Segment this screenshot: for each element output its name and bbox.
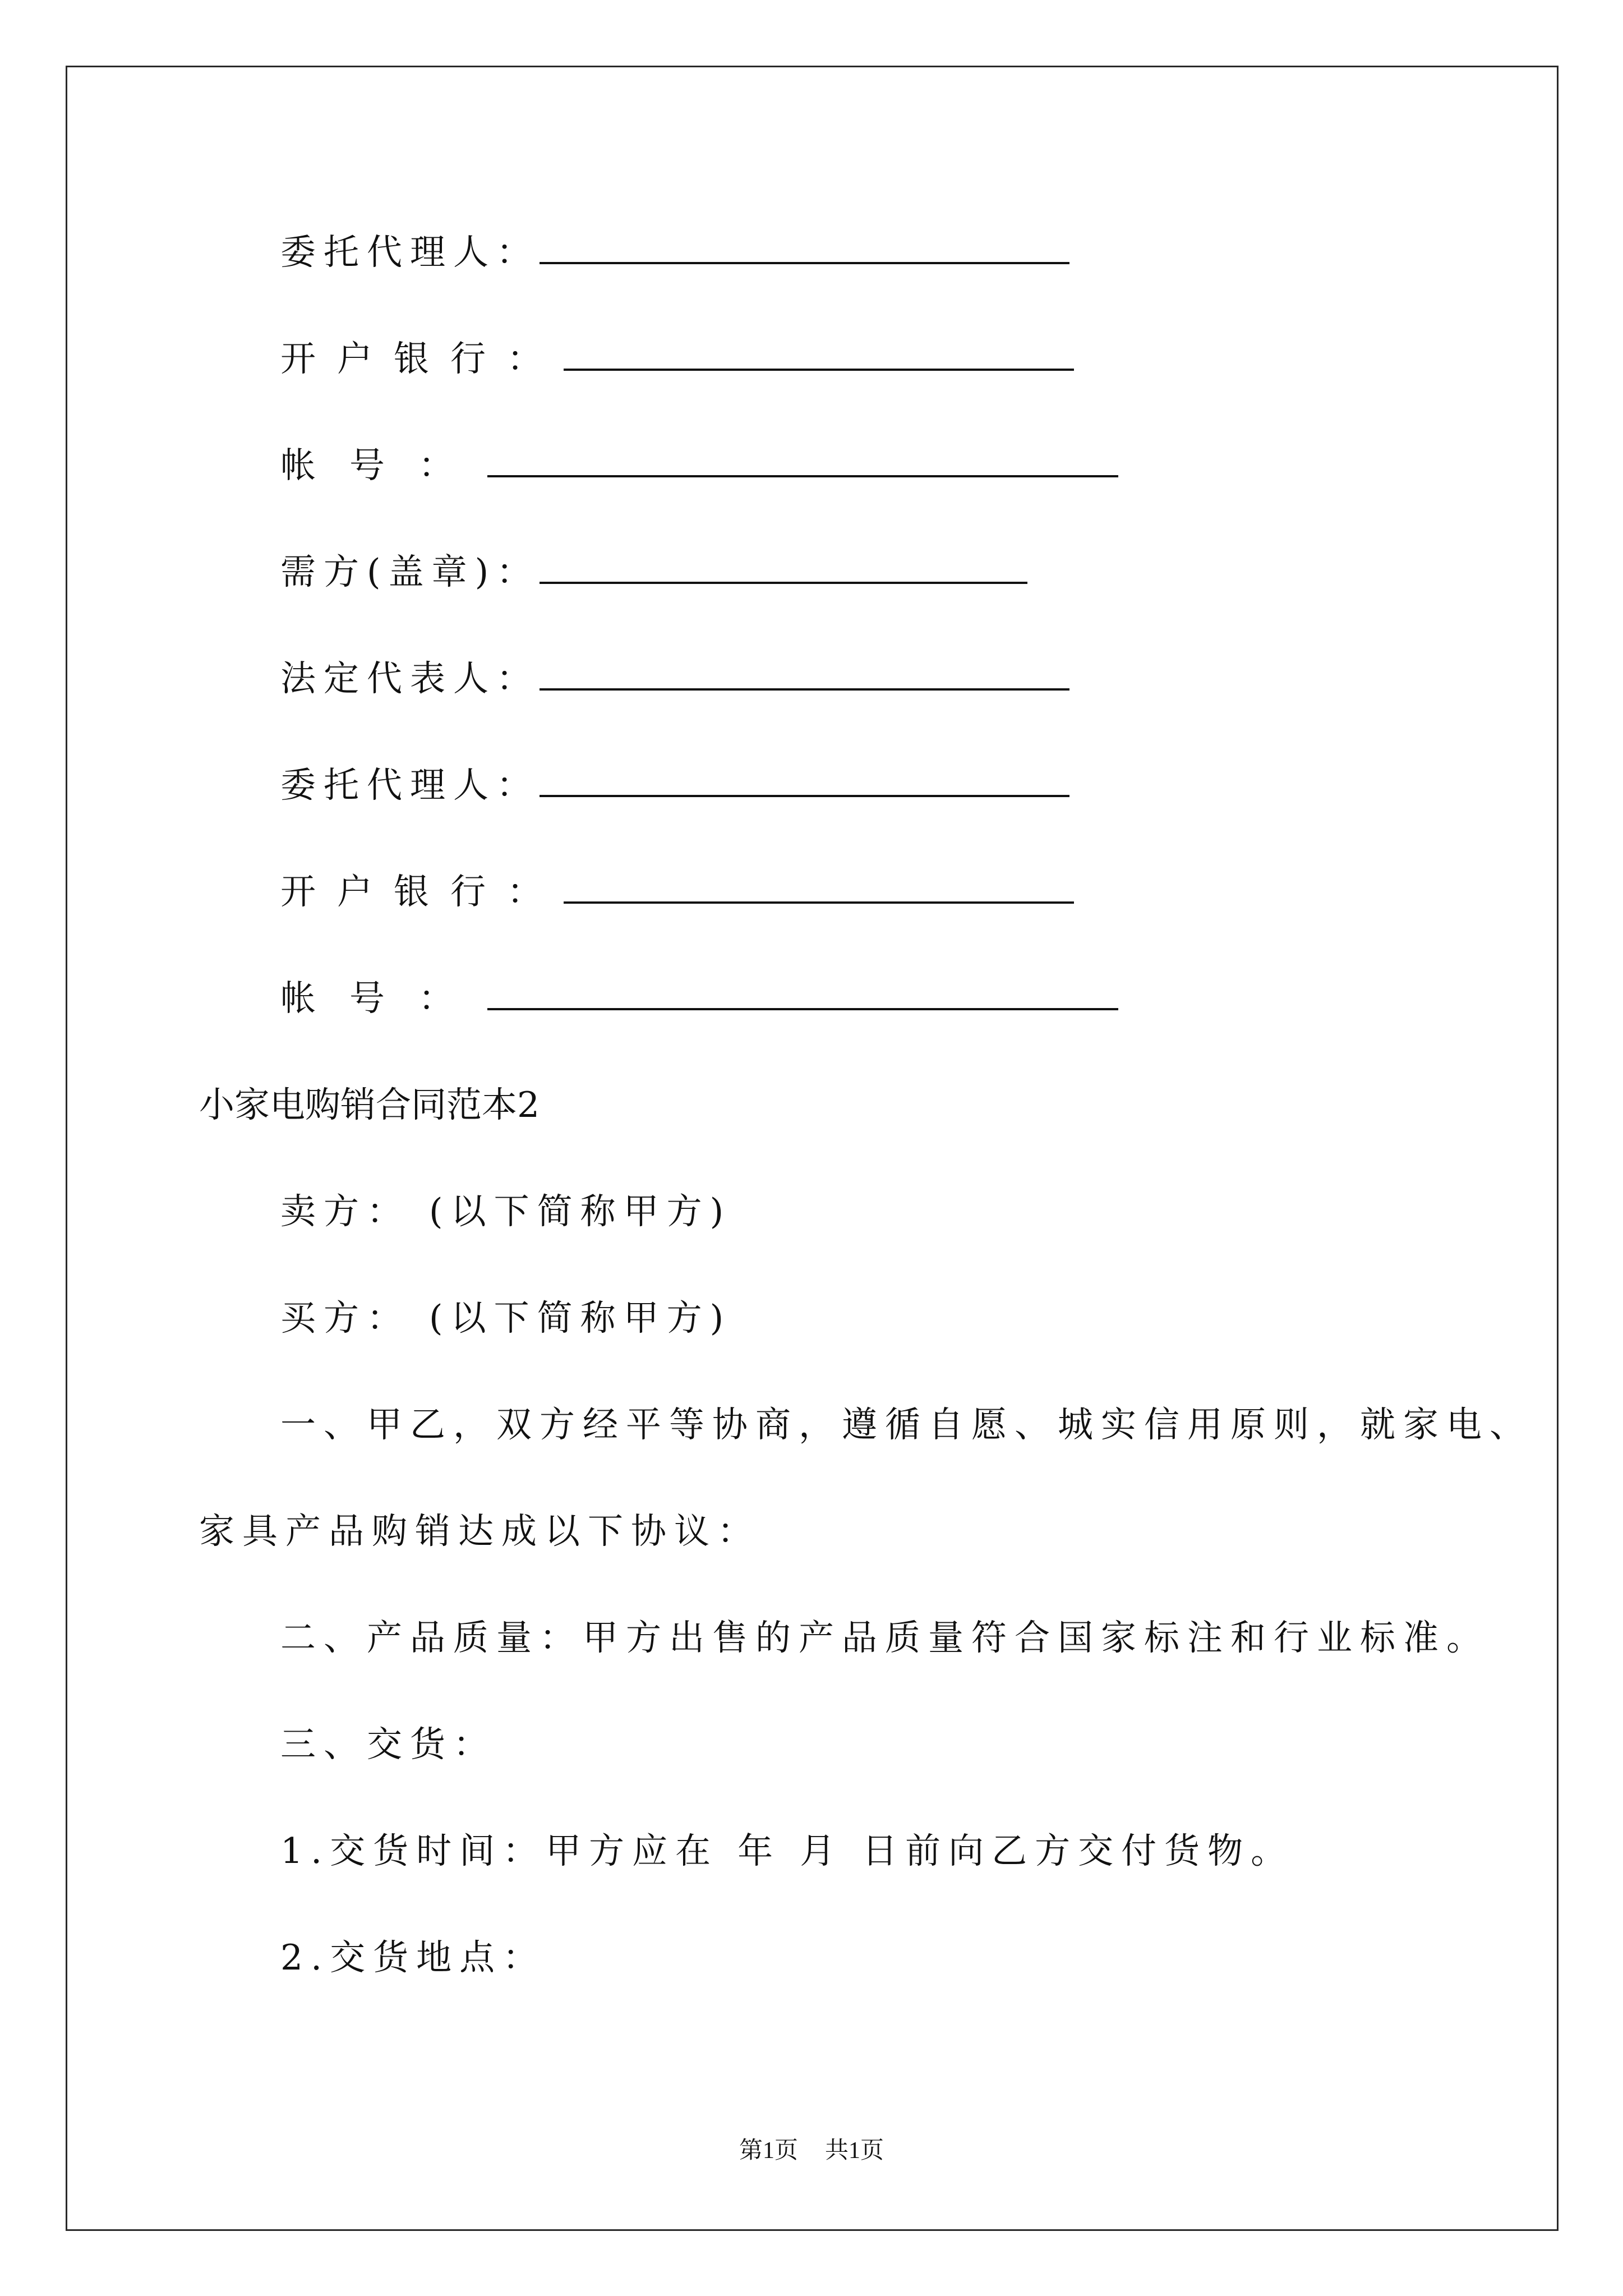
bank-label: 开户银行： — [280, 338, 564, 379]
account-blank[interactable] — [487, 444, 1118, 477]
buyer-line: 买方： (以下简称甲方) — [280, 1297, 732, 1338]
bank-blank[interactable] — [564, 337, 1074, 371]
agent-field — [280, 230, 1069, 275]
item-2: 2.交货地点： — [280, 1937, 546, 1978]
legal-rep-label: 法定代表人： — [280, 658, 540, 699]
page-border — [66, 66, 1559, 2231]
section-heading: 小家电购销合同范本2 — [199, 1084, 540, 1125]
clause-2: 二、产品质量：甲方出售的产品质量符合国家标注和行业标准。 — [280, 1617, 1490, 1658]
page-total: 共1页 — [825, 2138, 884, 2164]
buyer-seal-field — [280, 550, 1027, 595]
agent-field-2 — [280, 763, 1069, 808]
agent-label-2: 委托代理人： — [280, 765, 540, 806]
account-field-2 — [280, 976, 1118, 1021]
clause-1-line-1: 一、甲乙，双方经平等协商，遵循自愿、城实信用原则，就家电、 — [280, 1404, 1533, 1445]
clause-1-line-2: 家具产品购销达成以下协议： — [199, 1511, 760, 1552]
clause-3: 三、交货： — [280, 1724, 496, 1765]
account-label-2: 帐号： — [280, 978, 487, 1019]
legal-rep-blank[interactable] — [540, 657, 1069, 691]
page-footer — [0, 2135, 1623, 2166]
account-blank-2[interactable] — [487, 977, 1118, 1010]
seller-line: 卖方： (以下简称甲方) — [280, 1191, 732, 1232]
page-number: 第1页 — [739, 2138, 798, 2164]
account-field — [280, 443, 1118, 488]
bank-label-2: 开户银行： — [280, 871, 564, 912]
item-1: 1.交货时间：甲方应在 年 月 日前向乙方交付货物。 — [280, 1830, 1294, 1871]
agent-label: 委托代理人： — [280, 232, 540, 273]
bank-blank-2[interactable] — [564, 870, 1074, 904]
bank-field — [280, 337, 1074, 381]
bank-field-2 — [280, 869, 1074, 914]
buyer-seal-blank[interactable] — [540, 550, 1027, 584]
legal-rep-field — [280, 656, 1069, 701]
account-label: 帐号： — [280, 445, 487, 486]
agent-blank-2[interactable] — [540, 763, 1069, 797]
agent-blank[interactable] — [540, 231, 1069, 264]
buyer-seal-label: 需方(盖章)： — [280, 551, 540, 592]
